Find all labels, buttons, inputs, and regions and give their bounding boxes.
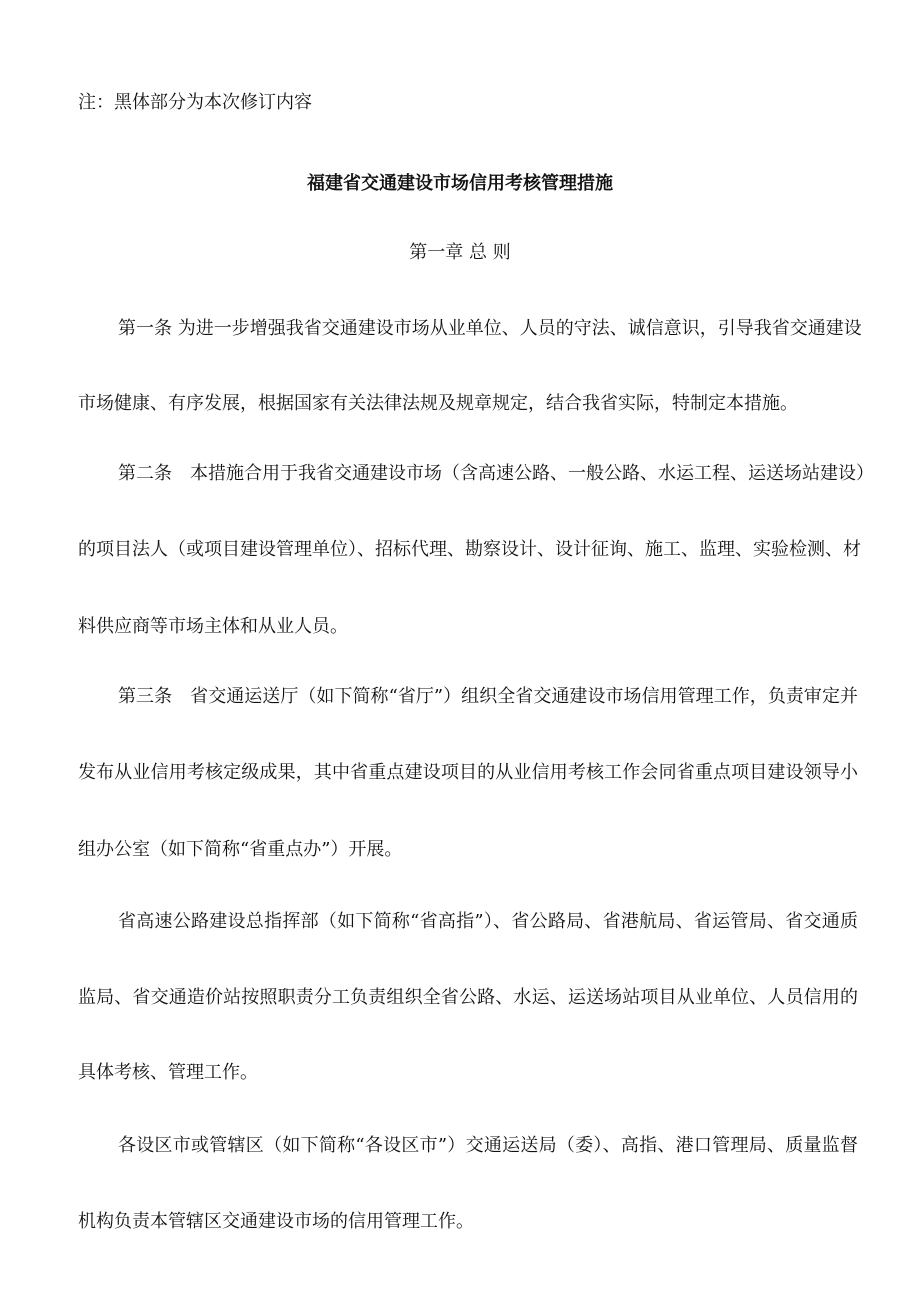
paragraph-line: 第三条 省交通运送厅（如下简称“省厅”）组织全省交通建设市场信用管理工作，负责审定并 — [118, 686, 858, 707]
revision-note: 注：黑体部分为本次修订内容 — [78, 92, 312, 113]
paragraph-line: 发布从业信用考核定级成果，其中省重点建设项目的从业信用考核工作会同省重点项目建设领导小 — [78, 762, 858, 783]
paragraph-line: 机构负责本管辖区交通建设市场的信用管理工作。 — [78, 1211, 474, 1232]
chapter-heading: 第一章 总 则 — [409, 242, 511, 263]
paragraph-line: 组办公室（如下简称“省重点办”）开展。 — [78, 839, 403, 860]
paragraph-line: 第一条 为进一步增强我省交通建设市场从业单位、人员的守法、诚信意识，引导我省交通建设 — [118, 318, 862, 339]
paragraph-line: 省高速公路建设总指挥部（如下简称“省高指”）、省公路局、省港航局、省运管局、省交通质 — [118, 911, 858, 932]
paragraph-line: 监局、省交通造价站按照职责分工负责组织全省公路、水运、运送场站项目从业单位、人员信用的 — [78, 987, 858, 1008]
paragraph-line: 具体考核、管理工作。 — [78, 1062, 258, 1083]
paragraph-line: 第二条 本措施合用于我省交通建设市场（含高速公路、一般公路、水运工程、运送场站建设） — [118, 463, 874, 484]
document-title: 福建省交通建设市场信用考核管理措施 — [307, 173, 613, 194]
paragraph-line: 的项目法人（或项目建设管理单位）、招标代理、勘察设计、设计征询、施工、监理、实验检测、材 — [78, 539, 861, 560]
paragraph-line: 各设区市或管辖区（如下简称“各设区市”）交通运送局（委）、高指、港口管理局、质量监督 — [118, 1135, 858, 1156]
paragraph-line: 市场健康、有序发展，根据国家有关法律法规及规章规定，结合我省实际，特制定本措施。 — [78, 393, 798, 414]
paragraph-line: 料供应商等市场主体和从业人员。 — [78, 616, 348, 637]
